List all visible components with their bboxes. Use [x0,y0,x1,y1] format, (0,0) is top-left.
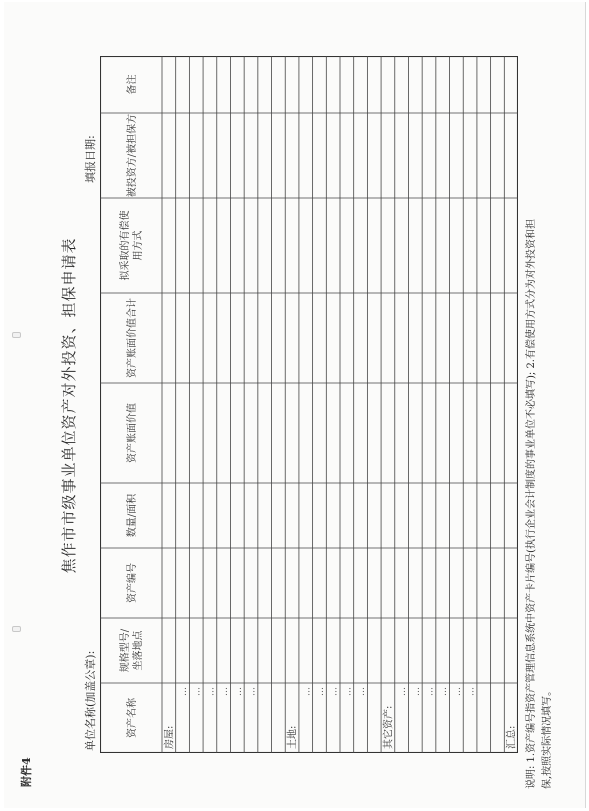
footnote-line: 保,按照实际情况填写。 [542,685,553,789]
column-header-line: 资产账面价值合计 [127,298,138,378]
category-label: 房屋: [164,725,176,749]
asset-table [100,56,518,753]
category-label: 其它资产: [383,705,395,749]
ellipsis-mark: … [452,687,463,696]
fill-date-label: 填报日期: [84,135,97,183]
table-frame [101,57,518,753]
column-header-line: 用方式 [133,230,144,261]
column-header [125,697,138,738]
attachment-label: 附件4 [20,757,33,787]
unit-name-label: 单位名称(加盖公章): [84,650,97,751]
column-header [125,75,138,95]
ellipsis-mark: … [206,687,217,696]
ellipsis-mark: … [220,687,231,696]
ellipsis-mark: … [192,687,203,696]
page-title: 焦作市市级事业单位资产对外投资、担保申请表 [60,237,78,574]
ellipsis-mark: … [247,687,258,696]
ellipsis-mark: … [315,687,326,696]
column-header-line: 被投资方/被担保方 [127,113,138,198]
column-header [125,298,138,378]
column-header [125,493,138,537]
footnote [524,29,556,789]
column-header-line: 数量/面积 [127,493,138,538]
column-header-line: 资产名称 [127,698,138,738]
ellipsis-mark: … [398,687,409,696]
ellipsis-mark: … [357,687,368,696]
column-header-line: 资产编号 [127,563,138,603]
total-label: 汇总: [506,725,518,749]
column-header-line: 备注 [127,74,138,95]
column-header [125,403,138,463]
column-header-line: 拟采取的有偿使 [120,210,131,281]
ellipsis-mark: … [439,687,450,696]
ellipsis-mark: … [411,687,422,696]
column-header-line: 坐落地点 [133,630,144,671]
ellipsis-mark: … [233,687,244,696]
ellipsis-mark: … [329,687,340,696]
column-header [118,211,144,281]
ellipsis-mark: … [466,687,477,696]
column-header [125,114,138,197]
category-label: 土地: [287,725,299,749]
ellipsis-mark: … [179,687,190,696]
ellipsis-mark: … [343,687,354,696]
column-header-line: 规格型号/ [120,628,131,673]
ellipsis-mark: … [425,687,436,696]
column-header [118,628,144,672]
footnote-line: 说明: 1.资产编号指资产管理信息系统中资产卡片编号(执行企业会计制度的事业单位不必填写); 2.有偿使用方式分为对外投资和担 [526,219,537,789]
ellipsis-mark: … [302,687,313,696]
column-header-line: 资产账面价值 [127,403,138,463]
column-header [125,563,138,603]
